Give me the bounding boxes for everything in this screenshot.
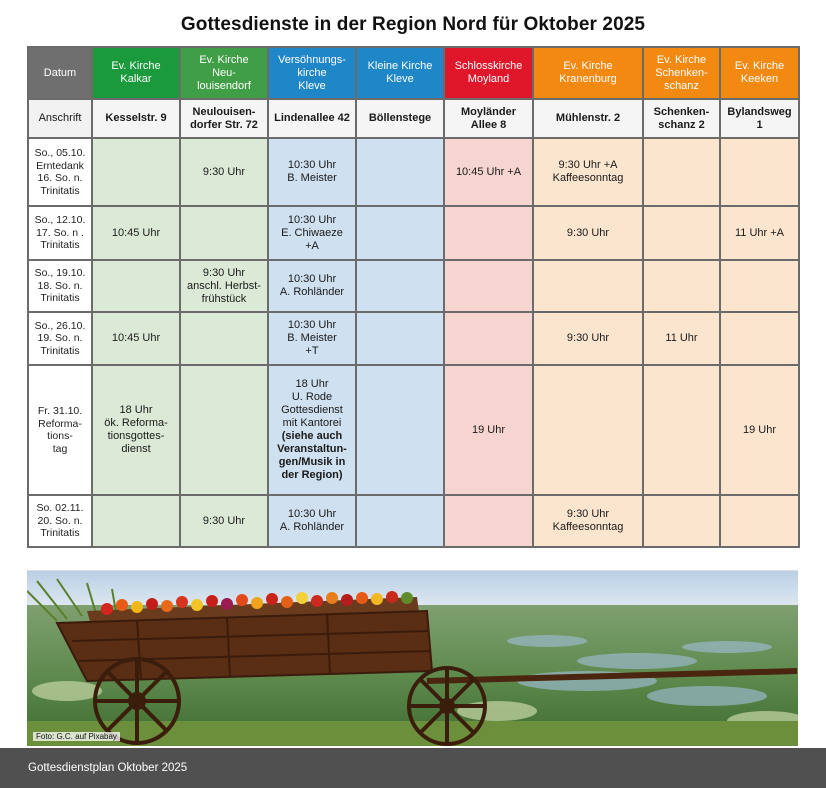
service-cell: 10:30 Uhr B. Meister +T (268, 312, 356, 365)
service-cell: 9:30 Uhr Kaffeesonntag (533, 495, 643, 547)
service-cell (444, 260, 533, 312)
service-cell (533, 365, 643, 495)
footer-text: Gottesdienstplan Oktober 2025 (28, 762, 188, 774)
header-church-kleine-kirche: Kleine Kirche Kleve (356, 47, 444, 99)
header-church-kranenburg: Ev. Kirche Kranenburg (533, 47, 643, 99)
service-cell: 10:45 Uhr (92, 206, 180, 260)
cart-wheel-left (95, 659, 179, 743)
service-cell (180, 365, 268, 495)
service-cell (356, 365, 444, 495)
header-church-keeken: Ev. Kirche Keeken (720, 47, 799, 99)
header-datum: Datum (28, 47, 92, 99)
photo-credit: Foto: G.C. auf Pixabay (33, 732, 120, 741)
service-cell (356, 206, 444, 260)
service-cell (356, 312, 444, 365)
address-schlosskirche: Moyländer Allee 8 (444, 99, 533, 138)
service-cell: 9:30 Uhr +A Kaffeesonntag (533, 138, 643, 206)
service-cell (356, 260, 444, 312)
date-cell: So., 05.10. Erntedank 16. So. n. Trinitatis (28, 138, 92, 206)
service-cell (92, 260, 180, 312)
date-cell: So., 12.10. 17. So. n . Trinitatis (28, 206, 92, 260)
date-cell: So. 02.11. 20. So. n. Trinitatis (28, 495, 92, 547)
table-row (28, 312, 799, 365)
service-cell: 11 Uhr (643, 312, 720, 365)
service-cell: 18 Uhr U. Rode Gottesdienst mit Kantorei (siehe auch Veranstaltun- gen/Musik in der Region) (268, 365, 356, 495)
date-cell: So., 19.10. 18. So. n. Trinitatis (28, 260, 92, 312)
table-row (28, 260, 799, 312)
table-row (28, 365, 799, 495)
service-cell: 9:30 Uhr (180, 495, 268, 547)
service-cell: 10:45 Uhr +A (444, 138, 533, 206)
service-cell: 10:30 Uhr B. Meister (268, 138, 356, 206)
header-church-kalkar: Ev. Kirche Kalkar (92, 47, 180, 99)
service-cell (533, 260, 643, 312)
schedule-body (28, 138, 799, 547)
address-kalkar: Kesselstr. 9 (92, 99, 180, 138)
service-cell: 11 Uhr +A (720, 206, 799, 260)
service-cell: 9:30 Uhr (180, 138, 268, 206)
footer-bar (0, 748, 826, 788)
service-cell (720, 260, 799, 312)
service-cell (643, 138, 720, 206)
service-cell: 10:45 Uhr (92, 312, 180, 365)
service-cell: 10:30 Uhr A. Rohländer (268, 260, 356, 312)
header-church-versoehnungskirche: Versöhnungs- kirche Kleve (268, 47, 356, 99)
service-cell: 18 Uhr ök. Reforma- tionsgottes- dienst (92, 365, 180, 495)
page-title: Gottesdienste in der Region Nord für Oktober 2025 (180, 14, 646, 35)
service-schedule-table (27, 46, 800, 548)
service-cell (180, 312, 268, 365)
service-cell (92, 138, 180, 206)
service-cell (92, 495, 180, 547)
date-cell: Fr. 31.10. Reforma- tions- tag (28, 365, 92, 495)
service-cell: 10:30 Uhr E. Chiwaeze +A (268, 206, 356, 260)
harvest-cart-illustration (27, 571, 798, 746)
service-cell (720, 495, 799, 547)
service-cell (643, 260, 720, 312)
service-cell (643, 495, 720, 547)
service-cell (180, 206, 268, 260)
service-cell: 9:30 Uhr (533, 206, 643, 260)
address-schenkenschanz: Schenken- schanz 2 (643, 99, 720, 138)
address-label: Anschrift (28, 99, 92, 138)
service-cell (444, 495, 533, 547)
service-cell (643, 365, 720, 495)
kantorei-note: (siehe auch Veranstaltun- gen/Musik in der Region) (277, 430, 347, 481)
service-cell (356, 495, 444, 547)
service-cell: 9:30 Uhr (533, 312, 643, 365)
service-cell: 9:30 Uhr anschl. Herbst- frühstück (180, 260, 268, 312)
table-row (28, 495, 799, 547)
header-church-schlosskirche: Schlosskirche Moyland (444, 47, 533, 99)
address-keeken: Bylandsweg 1 (720, 99, 799, 138)
address-kranenburg: Mühlenstr. 2 (533, 99, 643, 138)
table-row (28, 206, 799, 260)
address-kleine-kirche: Böllenstege (356, 99, 444, 138)
service-cell (444, 206, 533, 260)
address-neulouisendorf: Neulouisen- dorfer Str. 72 (180, 99, 268, 138)
service-cell (720, 138, 799, 206)
address-versoehnungskirche: Lindenallee 42 (268, 99, 356, 138)
service-cell (444, 312, 533, 365)
service-cell (720, 312, 799, 365)
service-cell (356, 138, 444, 206)
header-church-neulouisendorf: Ev. Kirche Neu- louisendorf (180, 47, 268, 99)
header-church-schenkenschanz: Ev. Kirche Schenken- schanz (643, 47, 720, 99)
service-cell: 10:30 Uhr A. Rohländer (268, 495, 356, 547)
harvest-cart-photo (27, 570, 798, 746)
cart-wheel-right (409, 668, 485, 744)
service-cell (643, 206, 720, 260)
table-row (28, 138, 799, 206)
date-cell: So., 26.10. 19. So. n. Trinitatis (28, 312, 92, 365)
service-cell: 19 Uhr (444, 365, 533, 495)
service-cell: 19 Uhr (720, 365, 799, 495)
